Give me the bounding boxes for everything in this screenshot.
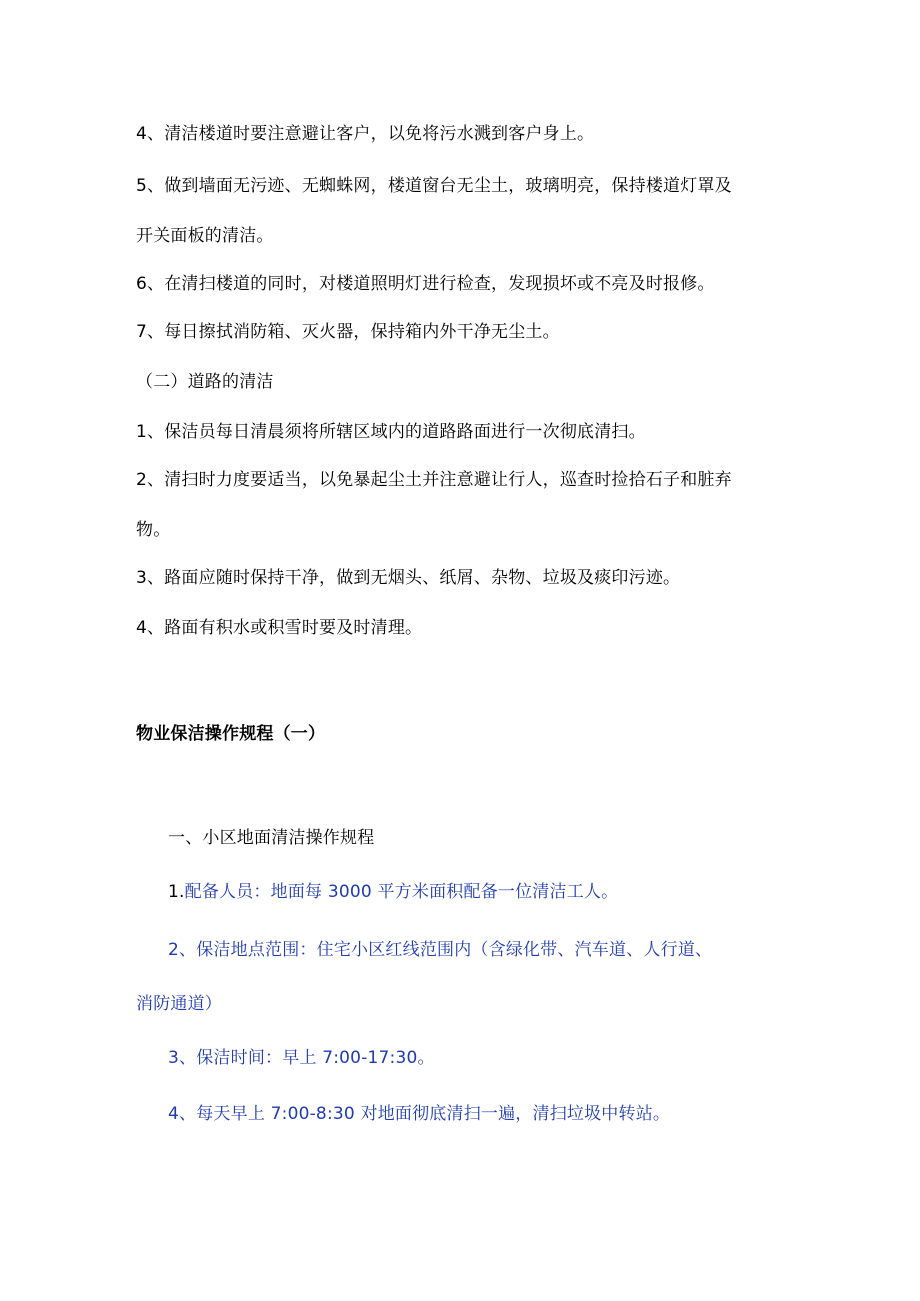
road-item-4: 4、路面有积水或积雪时要及时清理。 xyxy=(136,618,423,638)
road-item-1: 1、保洁员每日清晨须将所辖区域内的道路路面进行一次彻底清扫。 xyxy=(136,422,646,442)
procedure-item-1-number: 1. xyxy=(168,882,185,902)
road-item-2-line-1: 2、清扫时力度要适当，以免暴起尘土并注意避让行人，巡查时捡拾石子和脏弃 xyxy=(136,470,732,490)
road-section-heading: （二）道路的清洁 xyxy=(136,372,274,392)
stairwell-item-4: 4、清洁楼道时要注意避让客户，以免将污水溅到客户身上。 xyxy=(136,124,595,144)
procedure-item-4: 4、每天早上 7:00-8:30 对地面彻底清扫一遍，清扫垃圾中转站。 xyxy=(168,1104,671,1124)
procedure-item-1 xyxy=(168,880,618,904)
procedure-item-1-text: 配备人员：地面每 3000 平方米面积配备一位清洁工人。 xyxy=(184,882,619,902)
procedure-title: 物业保洁操作规程（一） xyxy=(136,724,326,744)
stairwell-item-7: 7、每日擦拭消防箱、灭火器，保持箱内外干净无尘土。 xyxy=(136,322,560,342)
road-item-3: 3、路面应随时保持干净，做到无烟头、纸屑、杂物、垃圾及痰印污迹。 xyxy=(136,568,681,588)
stairwell-item-5-line-1: 5、做到墙面无污迹、无蜘蛛网，楼道窗台无尘土，玻璃明亮，保持楼道灯罩及 xyxy=(136,176,732,196)
stairwell-item-6: 6、在清扫楼道的同时，对楼道照明灯进行检查，发现损坏或不亮及时报修。 xyxy=(136,274,715,294)
procedure-item-3: 3、保洁时间：早上 7:00-17:30。 xyxy=(168,1048,435,1068)
procedure-item-2-line-1: 2、保洁地点范围：住宅小区红线范围内（含绿化带、汽车道、人行道、 xyxy=(168,940,713,960)
stairwell-item-5-line-2: 开关面板的清洁。 xyxy=(136,226,274,246)
road-item-2-line-2: 物。 xyxy=(136,520,171,540)
procedure-item-2-line-2: 消防通道） xyxy=(136,994,222,1014)
procedure-section-heading: 一、小区地面清洁操作规程 xyxy=(168,828,375,848)
